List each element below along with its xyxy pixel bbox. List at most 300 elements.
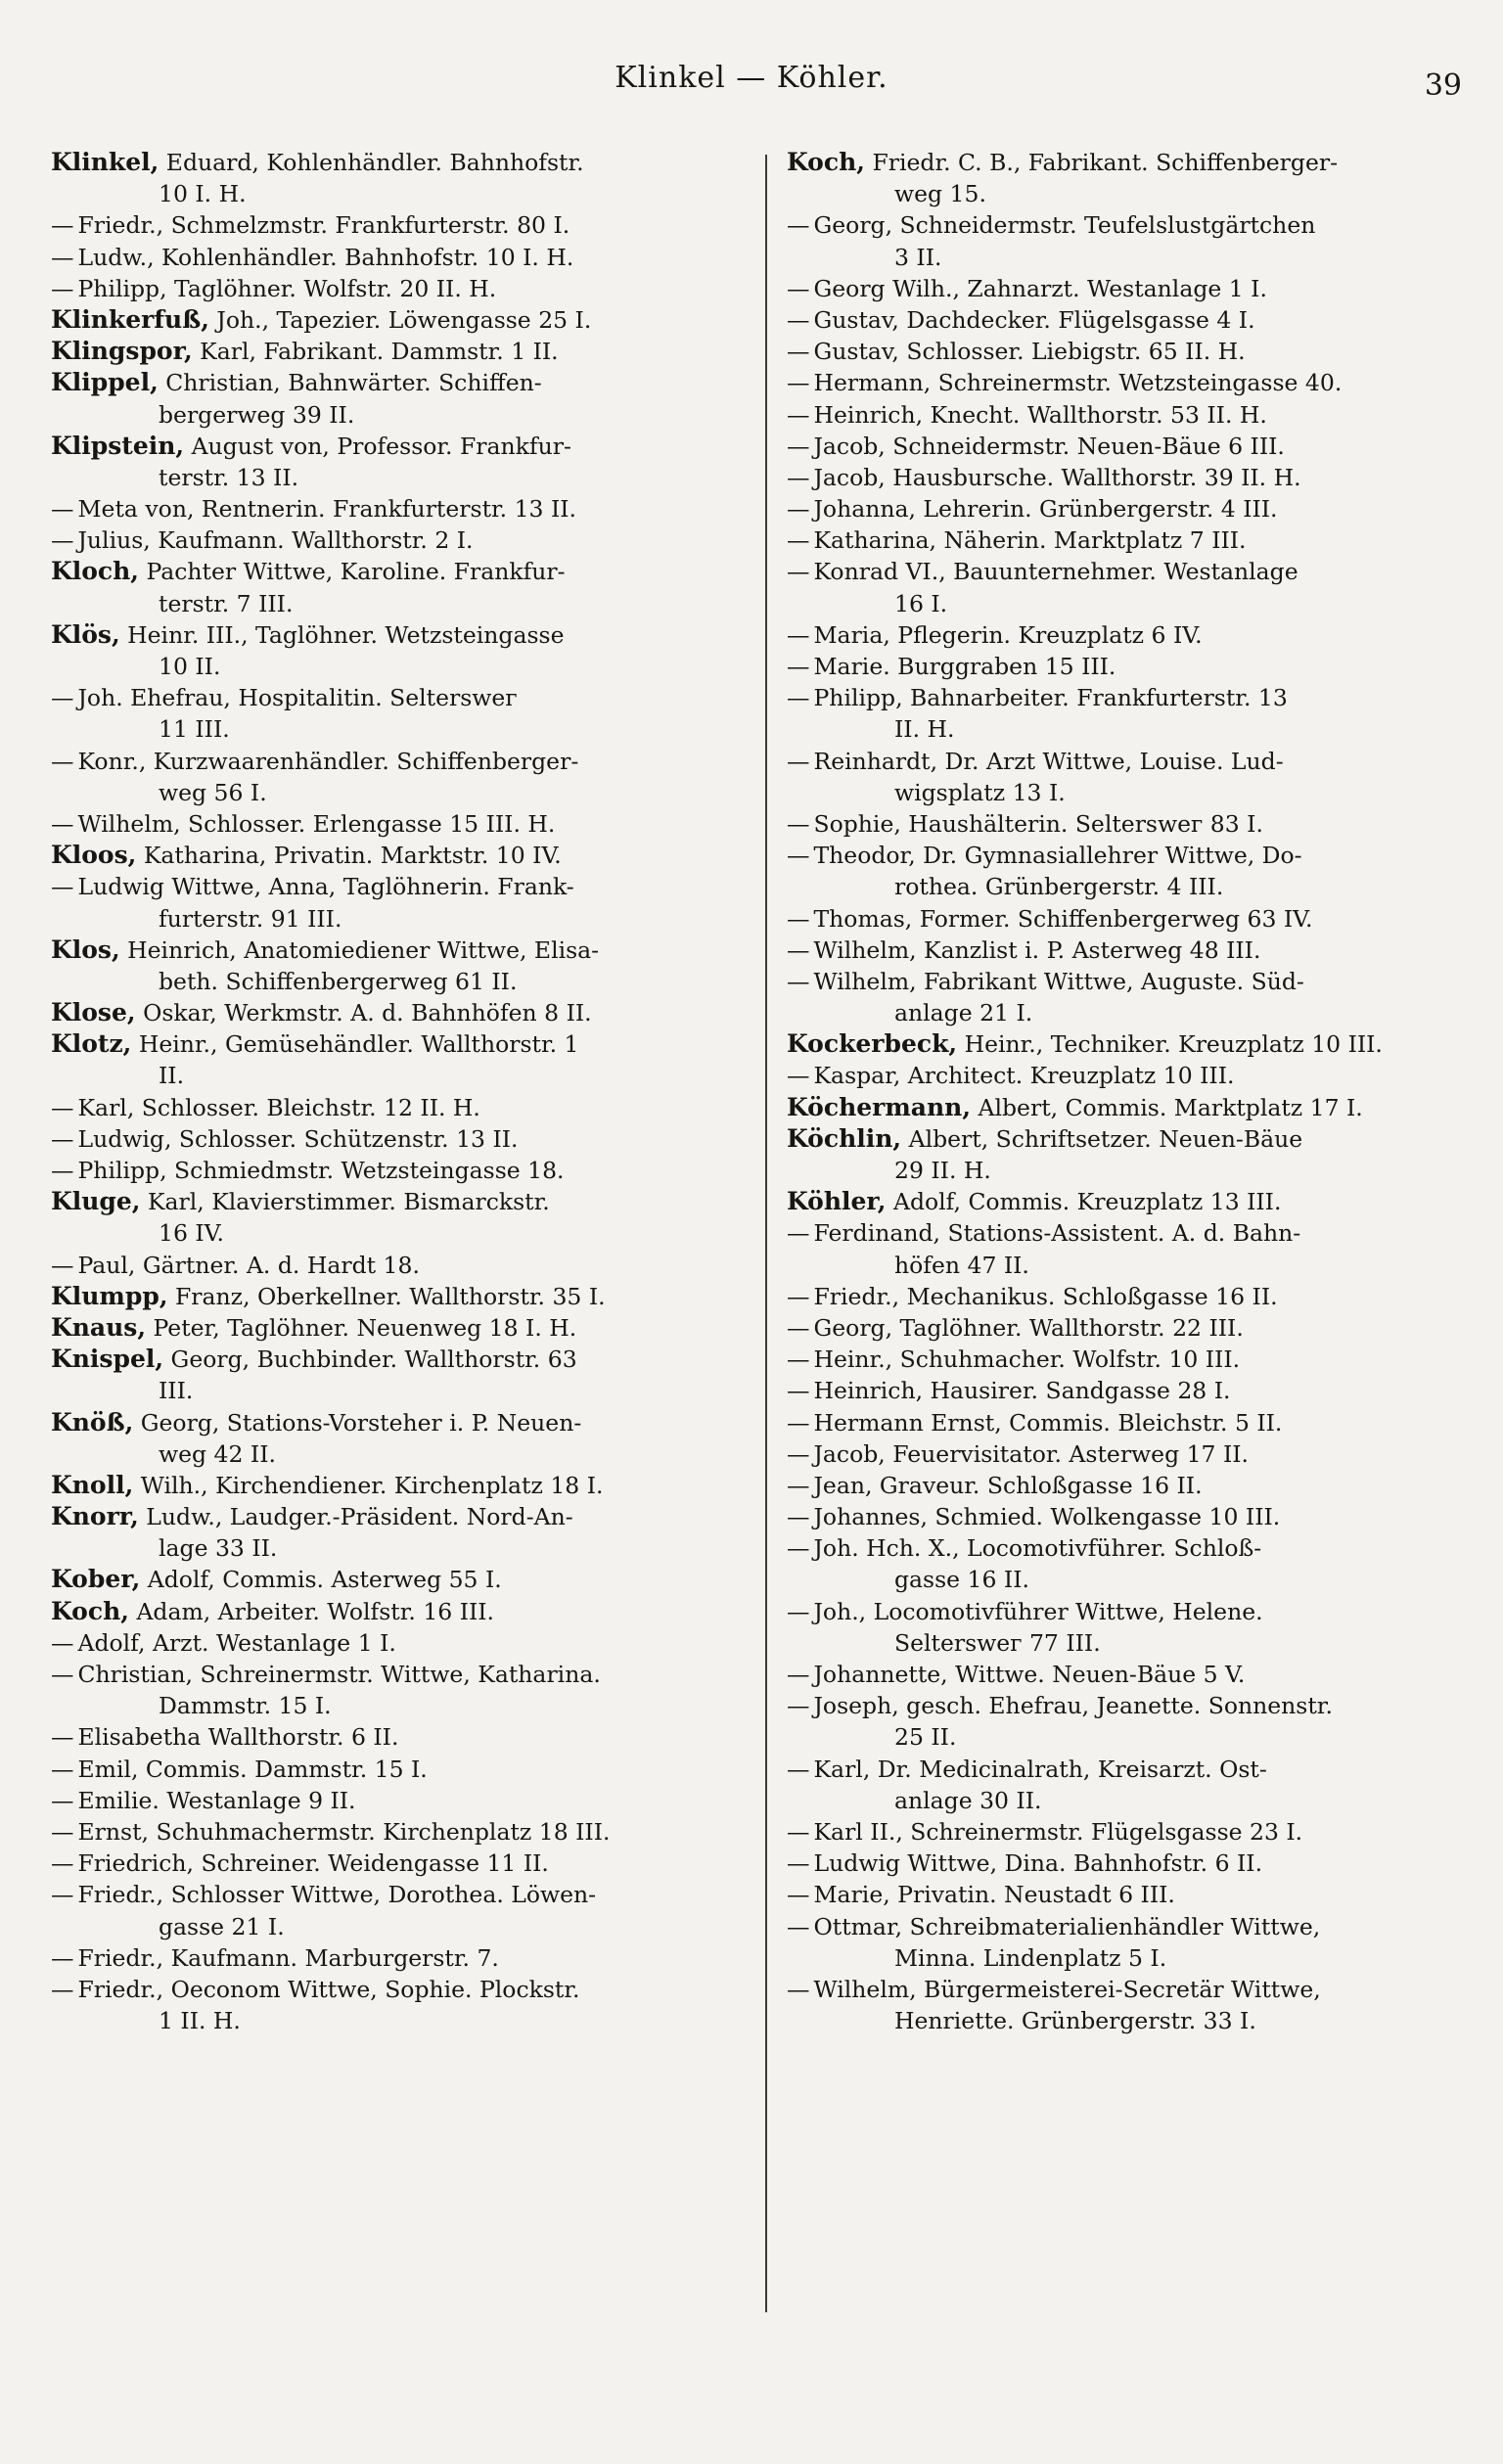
ditto-dash: —	[787, 904, 810, 933]
ditto-dash: —	[787, 432, 810, 460]
entry-text: Franz, Oberkellner. Wallthorstr. 35 I.	[167, 1282, 606, 1310]
entry-line	[787, 1028, 1472, 1060]
entry-text: Karl, Fabrikant. Dammstr. 1 II.	[192, 338, 559, 366]
ditto-dash: —	[787, 211, 810, 240]
ditto-dash: —	[787, 1346, 810, 1374]
entry-text: Georg, Taglöhner. Wallthorstr. 22 III.	[813, 1313, 1244, 1342]
entry-text: Marie. Burggraben 15 III.	[813, 653, 1116, 680]
entry-text: Karl, Dr. Medicinalrath, Kreisarzt. Ost-	[813, 1755, 1267, 1783]
ditto-dash: —	[787, 684, 810, 712]
ditto-dash: —	[51, 1661, 74, 1688]
entry-text: Karl, Schlosser. Bleichstr. 12 II. H.	[77, 1093, 480, 1121]
subentry-line	[51, 682, 751, 713]
subentry-line	[787, 1879, 1472, 1910]
entry-text: Sophie, Haushälterin. Selterswег 83 I.	[813, 809, 1263, 838]
entry-text: lage 33 II.	[159, 1534, 278, 1563]
entry-text: 16 I.	[894, 589, 948, 617]
entry-text: Katharina, Näherin. Marktplatz 7 III.	[813, 526, 1247, 555]
ditto-dash: —	[787, 1471, 810, 1499]
surname: Knöß,	[51, 1407, 134, 1437]
ditto-dash: —	[51, 1251, 74, 1279]
entry-line	[51, 1470, 751, 1501]
entry-text: Georg, Schneidermstr. Teufelslustgärtchen	[813, 211, 1316, 240]
subentry-line	[51, 242, 751, 273]
subentry-line	[787, 619, 1472, 651]
entry-line	[51, 1281, 751, 1312]
entry-text: Jean, Graveur. Schloßgasse 16 II.	[813, 1471, 1203, 1499]
ditto-dash: —	[787, 1377, 810, 1405]
subentry-line	[51, 493, 751, 525]
entry-text: anlage 30 II.	[894, 1786, 1042, 1814]
surname: Knispel,	[51, 1345, 164, 1374]
subentry-line	[51, 1816, 751, 1848]
entry-text: Elisabetha Wallthorstr. 6 II.	[77, 1723, 399, 1752]
subentry-line	[51, 1250, 751, 1281]
ditto-dash: —	[787, 967, 810, 995]
entry-text: Wilhelm, Schlosser. Erlengasse 15 III. H.	[77, 809, 556, 838]
ditto-dash: —	[51, 1628, 74, 1657]
subentry-line	[787, 1438, 1472, 1470]
entry-text: Ernst, Schuhmachermstr. Kirchenplatz 18 III.	[77, 1817, 611, 1846]
entry-text: anlage 21 I.	[894, 999, 1033, 1027]
entry-text: wigsplatz 13 I.	[894, 778, 1066, 806]
entry-text: II. H.	[894, 715, 955, 744]
entry-text: Pachter Wittwe, Karoline. Frankfur-	[139, 558, 566, 586]
subentry-line	[787, 903, 1472, 935]
entry-text: Hermann Ernst, Commis. Bleichstr. 5 II.	[813, 1408, 1283, 1437]
entry-text: Heinrich, Anatomiediener Wittwe, Elisa-	[119, 935, 600, 964]
ditto-dash: —	[51, 211, 74, 240]
entry-line	[51, 304, 751, 336]
ditto-dash: —	[51, 1786, 74, 1814]
entry-text: Hermann, Schreinermstr. Wetzsteingasse 40.	[813, 369, 1343, 397]
entry-line	[787, 1123, 1472, 1155]
entry-text: Ludw., Laudger.-Präsident. Nord-An-	[138, 1503, 573, 1531]
continuation-line	[787, 1942, 1472, 1974]
entry-text: Friedr., Oeconom Wittwe, Sophie. Plockstr.	[77, 1975, 580, 2003]
entry-text: Joh., Tapezier. Löwengasse 25 I.	[208, 305, 592, 334]
continuation-line	[787, 242, 1472, 273]
entry-text: terstr. 7 III.	[159, 589, 294, 617]
ditto-dash: —	[787, 809, 810, 838]
ditto-dash: —	[51, 1093, 74, 1121]
ditto-dash: —	[51, 1157, 74, 1184]
subentry-line	[51, 871, 751, 902]
entry-text: 3 II.	[894, 243, 942, 271]
continuation-line	[787, 588, 1472, 619]
ditto-dash: —	[787, 1755, 810, 1783]
ditto-dash: —	[787, 1062, 810, 1090]
surname: Klös,	[51, 619, 120, 649]
entry-text: Gustav, Dachdecker. Flügelsgasse 4 I.	[813, 305, 1255, 334]
subentry-line	[787, 1596, 1472, 1627]
subentry-line	[51, 1942, 751, 1974]
continuation-line	[51, 1375, 751, 1406]
entry-line	[51, 1564, 751, 1595]
continuation-line	[51, 2005, 751, 2036]
continuation-line	[51, 1060, 751, 1091]
subentry-line	[787, 1217, 1472, 1249]
surname: Klotz,	[51, 1029, 132, 1059]
entry-text: Johanna, Lehrerin. Grünbergerstr. 4 III.	[813, 495, 1278, 524]
subentry-line	[51, 1155, 751, 1186]
surname: Köchlin,	[787, 1123, 902, 1153]
entry-text: Maria, Pflegerin. Kreuzplatz 6 IV.	[813, 620, 1203, 649]
subentry-line	[787, 808, 1472, 840]
ditto-dash: —	[787, 1881, 810, 1909]
ditto-dash: —	[787, 935, 810, 964]
continuation-line	[787, 178, 1472, 209]
subentry-line	[51, 273, 751, 304]
entry-text: 29 II. H.	[894, 1157, 991, 1184]
surname: Klipstein,	[51, 431, 185, 460]
subentry-line	[787, 1659, 1472, 1690]
entry-text: Ludw., Kohlenhändler. Bahnhofstr. 10 I. H.	[77, 243, 574, 271]
entry-text: Julius, Kaufmann. Wallthorstr. 2 I.	[77, 526, 474, 555]
entry-line	[51, 935, 751, 966]
subentry-line	[787, 1754, 1472, 1785]
ditto-dash: —	[787, 1503, 810, 1531]
entry-text: II.	[159, 1062, 185, 1090]
subentry-line	[51, 1785, 751, 1816]
entry-text: Heinr., Gemüsehändler. Wallthorstr. 1	[131, 1030, 579, 1059]
right-column	[787, 147, 1472, 2036]
continuation-line	[787, 777, 1472, 808]
ditto-dash: —	[787, 747, 810, 775]
subentry-line	[51, 1123, 751, 1155]
ditto-dash: —	[51, 684, 74, 712]
entry-text: Peter, Taglöhner. Neuenweg 18 I. H.	[146, 1313, 577, 1342]
ditto-dash: —	[787, 463, 810, 491]
subentry-line	[787, 1344, 1472, 1375]
surname: Kloos,	[51, 841, 137, 870]
ditto-dash: —	[787, 400, 810, 429]
continuation-line	[787, 997, 1472, 1028]
continuation-line	[51, 1690, 751, 1721]
entry-text: III.	[159, 1377, 194, 1405]
entry-text: 10 II.	[159, 653, 221, 680]
entry-text: Philipp, Schmiedmstr. Wetzsteingasse 18.	[77, 1157, 565, 1184]
subentry-line	[787, 935, 1472, 966]
entry-text: Reinhardt, Dr. Arzt Wittwe, Louise. Lud-	[813, 747, 1284, 775]
entry-text: terstr. 13 II.	[159, 463, 299, 491]
ditto-dash: —	[51, 1124, 74, 1153]
entry-line	[51, 1501, 751, 1532]
continuation-line	[787, 713, 1472, 745]
entry-line	[51, 1186, 751, 1217]
entry-text: Gustav, Schlosser. Liebigstr. 65 II. H.	[813, 338, 1246, 366]
entry-line	[787, 147, 1472, 178]
entry-text: Konrad VI., Bauunternehmer. Westanlage	[813, 558, 1298, 586]
entry-line	[787, 1186, 1472, 1217]
subentry-line	[787, 1375, 1472, 1406]
entry-text: Christian, Bahnwärter. Schiffen-	[158, 369, 542, 397]
running-header: Klinkel — Köhler.	[615, 61, 888, 95]
surname: Klos,	[51, 935, 120, 964]
ditto-dash: —	[51, 873, 74, 901]
entry-text: 16 IV.	[159, 1219, 224, 1248]
entry-text: Emilie. Westanlage 9 II.	[77, 1786, 356, 1814]
entry-text: Joh. Hch. X., Locomotivführer. Schloß-	[813, 1534, 1262, 1563]
continuation-line	[787, 1627, 1472, 1659]
surname: Kloch,	[51, 557, 140, 586]
entry-text: Dammstr. 15 I.	[159, 1692, 332, 1720]
entry-text: Friedrich, Schreiner. Weidengasse 11 II.	[77, 1849, 549, 1878]
entry-text: Adam, Arbeiter. Wolfstr. 16 III.	[128, 1597, 495, 1625]
subentry-line	[51, 525, 751, 556]
entry-text: Jacob, Hausbursche. Wallthorstr. 39 II. H.	[813, 463, 1301, 491]
continuation-line	[51, 1217, 751, 1249]
subentry-line	[787, 304, 1472, 336]
entry-text: Wilh., Kirchendiener. Kirchenplatz 18 I.	[133, 1471, 604, 1499]
entry-line	[787, 1092, 1472, 1123]
entry-text: Heinr., Techniker. Kreuzplatz 10 III.	[957, 1030, 1383, 1059]
ditto-dash: —	[51, 1849, 74, 1878]
continuation-line	[51, 1532, 751, 1564]
subentry-line	[787, 1816, 1472, 1848]
entry-text: furterstr. 91 III.	[159, 904, 342, 933]
surname: Köchermann,	[787, 1092, 972, 1121]
subentry-line	[51, 1848, 751, 1879]
entry-text: Minna. Lindenplatz 5 I.	[894, 1943, 1167, 1972]
entry-line	[51, 367, 751, 398]
ditto-dash: —	[787, 495, 810, 524]
ditto-dash: —	[787, 1313, 810, 1342]
subentry-line	[787, 1532, 1472, 1564]
column-divider	[765, 155, 767, 2312]
subentry-line	[51, 1879, 751, 1910]
subentry-line	[787, 1501, 1472, 1532]
continuation-line	[787, 1155, 1472, 1186]
entry-text: Joh., Locomotivführer Wittwe, Helene.	[813, 1597, 1263, 1625]
entry-text: Heinr., Schuhmacher. Wolfstr. 10 III.	[813, 1346, 1241, 1374]
ditto-dash: —	[787, 1408, 810, 1437]
ditto-dash: —	[787, 274, 810, 302]
entry-text: Karl, Klavierstimmer. Bismarckstr.	[140, 1188, 550, 1216]
ditto-dash: —	[787, 1439, 810, 1468]
continuation-line	[51, 399, 751, 431]
entry-text: Meta von, Rentnerin. Frankfurterstr. 13 II.	[77, 495, 577, 524]
surname: Klingspor,	[51, 337, 193, 366]
entry-text: Friedr. C. B., Fabrikant. Schiffenberger-	[864, 149, 1339, 176]
entry-text: Albert, Schriftsetzer. Neuen-Bäue	[901, 1124, 1303, 1153]
entry-text: Marie, Privatin. Neustadt 6 III.	[813, 1881, 1175, 1909]
ditto-dash: —	[51, 243, 74, 271]
continuation-line	[51, 777, 751, 808]
entry-line	[51, 1344, 751, 1375]
subentry-line	[787, 462, 1472, 493]
entry-text: Ferdinand, Stations-Assistent. A. d. Bahn-	[813, 1219, 1301, 1248]
entry-text: rothea. Grünbergerstr. 4 III.	[894, 873, 1224, 901]
subentry-line	[787, 209, 1472, 241]
entry-line	[51, 1028, 751, 1060]
entry-text: Ludwig Wittwe, Anna, Taglöhnerin. Frank-	[77, 873, 574, 901]
ditto-dash: —	[51, 809, 74, 838]
surname: Klose,	[51, 998, 136, 1027]
ditto-dash: —	[787, 1219, 810, 1248]
surname: Koch,	[51, 1596, 129, 1625]
entry-text: Joseph, gesch. Ehefrau, Jeanette. Sonnenstr.	[813, 1692, 1333, 1720]
ditto-dash: —	[787, 369, 810, 397]
subentry-line	[787, 273, 1472, 304]
ditto-dash: —	[51, 274, 74, 302]
continuation-line	[51, 651, 751, 682]
entry-text: Katharina, Privatin. Marktstr. 10 IV.	[136, 842, 562, 870]
ditto-dash: —	[787, 1692, 810, 1720]
entry-text: Henriette. Grünbergerstr. 33 I.	[894, 2007, 1256, 2035]
subentry-line	[787, 525, 1472, 556]
entry-text: 10 I. H.	[159, 180, 247, 208]
surname: Koch,	[787, 148, 865, 176]
entry-text: Georg, Buchbinder. Wallthorstr. 63	[163, 1346, 577, 1374]
subentry-line	[51, 1092, 751, 1123]
subentry-line	[787, 367, 1472, 398]
entry-text: Jacob, Feuervisitator. Asterweg 17 II.	[813, 1439, 1249, 1468]
entry-text: gasse 16 II.	[894, 1566, 1029, 1594]
subentry-line	[787, 336, 1472, 367]
entry-text: Ludwig, Schlosser. Schützenstr. 13 II.	[77, 1124, 519, 1153]
subentry-line	[787, 840, 1472, 871]
entry-text: Selterswег 77 III.	[894, 1628, 1101, 1657]
entry-text: Friedr., Mechanikus. Schloßgasse 16 II.	[813, 1282, 1278, 1310]
entry-text: Konr., Kurzwaarenhändler. Schiffenberger-	[77, 747, 579, 775]
entry-text: Thomas, Former. Schiffenbergerweg 63 IV.	[813, 904, 1313, 933]
entry-text: Wilhelm, Fabrikant Wittwe, Auguste. Süd-	[813, 967, 1304, 995]
entry-line	[51, 556, 751, 587]
surname: Klippel,	[51, 368, 159, 397]
ditto-dash: —	[787, 842, 810, 870]
entry-text: 1 II. H.	[159, 2007, 241, 2035]
entry-text: Friedr., Schlosser Wittwe, Dorothea. Löwen-	[77, 1881, 597, 1909]
continuation-line	[787, 871, 1472, 902]
entry-text: Heinr. III., Taglöhner. Wetzsteingasse	[119, 620, 565, 649]
entry-line	[51, 840, 751, 871]
continuation-line	[787, 1785, 1472, 1816]
ditto-dash: —	[51, 1943, 74, 1972]
surname: Klinkerfuß,	[51, 304, 209, 334]
subentry-line	[787, 1848, 1472, 1879]
ditto-dash: —	[787, 1912, 810, 1940]
surname: Knoll,	[51, 1470, 134, 1499]
entry-text: 25 II.	[894, 1723, 957, 1752]
continuation-line	[787, 2005, 1472, 2036]
entry-text: gasse 21 I.	[159, 1912, 285, 1940]
entry-text: Adolf, Commis. Kreuzplatz 13 III.	[886, 1188, 1282, 1216]
entry-text: Heinrich, Hausirer. Sandgasse 28 I.	[813, 1377, 1231, 1405]
subentry-line	[787, 1690, 1472, 1721]
subentry-line	[787, 556, 1472, 587]
entry-text: Jacob, Schneidermstr. Neuen-Bäue 6 III.	[813, 432, 1285, 460]
continuation-line	[51, 1438, 751, 1470]
entry-text: August von, Professor. Frankfur-	[184, 432, 571, 460]
continuation-line	[51, 462, 751, 493]
ditto-dash: —	[51, 1881, 74, 1909]
entry-line	[51, 147, 751, 178]
entry-line	[51, 1596, 751, 1627]
entry-text: weg 15.	[894, 180, 986, 208]
entry-text: Christian, Schreinermstr. Wittwe, Katharina.	[77, 1661, 601, 1688]
entry-text: Philipp, Bahnarbeiter. Frankfurterstr. 13	[813, 684, 1288, 712]
entry-text: Wilhelm, Kanzlist i. P. Asterweg 48 III.	[813, 935, 1261, 964]
subentry-line	[787, 1312, 1472, 1344]
ditto-dash: —	[51, 1723, 74, 1752]
entry-text: Ottmar, Schreibmaterialienhändler Wittwe,	[813, 1912, 1321, 1940]
entry-text: weg 56 I.	[159, 778, 267, 806]
entry-text: beth. Schiffenbergerweg 61 II.	[159, 967, 518, 995]
ditto-dash: —	[787, 1849, 810, 1878]
page-number: 39	[1424, 68, 1462, 103]
surname: Klumpp,	[51, 1281, 168, 1310]
ditto-dash: —	[787, 1282, 810, 1310]
subentry-line	[787, 746, 1472, 777]
ditto-dash: —	[51, 1817, 74, 1846]
entry-text: Friedr., Schmelzmstr. Frankfurterstr. 80 I.	[77, 211, 570, 240]
entry-text: Wilhelm, Bürgermeisterei-Secretär Wittwe,	[813, 1975, 1321, 2003]
entry-text: Theodor, Dr. Gymnasiallehrer Wittwe, Do-	[813, 842, 1302, 870]
subentry-line	[787, 1470, 1472, 1501]
entry-text: bergerweg 39 II.	[159, 400, 355, 429]
continuation-line	[787, 1564, 1472, 1595]
ditto-dash: —	[787, 338, 810, 366]
entry-line	[51, 336, 751, 367]
ditto-dash: —	[51, 747, 74, 775]
entry-text: Albert, Commis. Marktplatz 17 I.	[971, 1093, 1363, 1121]
entry-line	[51, 1407, 751, 1438]
continuation-line	[51, 588, 751, 619]
subentry-line	[787, 682, 1472, 713]
ditto-dash: —	[787, 1817, 810, 1846]
entry-text: Oskar, Werkmstr. A. d. Bahnhöfen 8 II.	[135, 999, 592, 1027]
subentry-line	[51, 1659, 751, 1690]
surname: Knorr,	[51, 1502, 139, 1531]
subentry-line	[787, 1407, 1472, 1438]
subentry-line	[51, 1974, 751, 2005]
ditto-dash: —	[787, 1661, 810, 1688]
ditto-dash: —	[51, 1755, 74, 1783]
entry-text: Friedr., Kaufmann. Marburgerstr. 7.	[77, 1943, 499, 1972]
entry-text: Georg, Stations-Vorsteher i. P. Neuen-	[133, 1408, 582, 1437]
subentry-line	[51, 1627, 751, 1659]
entry-line	[51, 997, 751, 1028]
ditto-dash: —	[787, 653, 810, 680]
ditto-dash: —	[51, 1975, 74, 2003]
continuation-line	[787, 1250, 1472, 1281]
entry-line	[51, 1312, 751, 1344]
surname: Kluge,	[51, 1187, 141, 1216]
continuation-line	[51, 713, 751, 745]
entry-text: Paul, Gärtner. A. d. Hardt 18.	[77, 1251, 420, 1279]
ditto-dash: —	[51, 495, 74, 524]
continuation-line	[51, 903, 751, 935]
subentry-line	[51, 1754, 751, 1785]
entry-text: Ludwig Wittwe, Dina. Bahnhofstr. 6 II.	[813, 1849, 1263, 1878]
subentry-line	[787, 1974, 1472, 2005]
left-column	[51, 147, 751, 2036]
ditto-dash: —	[787, 1597, 810, 1625]
subentry-line	[787, 399, 1472, 431]
subentry-line	[787, 1060, 1472, 1091]
entry-text: Karl II., Schreinermstr. Flügelsgasse 23 I.	[813, 1817, 1303, 1846]
ditto-dash: —	[51, 526, 74, 555]
subentry-line	[51, 209, 751, 241]
entry-text: Emil, Commis. Dammstr. 15 I.	[77, 1755, 428, 1783]
entry-text: Joh. Ehefrau, Hospitalitin. Selterswег	[77, 684, 518, 712]
subentry-line	[787, 966, 1472, 997]
surname: Klinkel,	[51, 148, 159, 176]
continuation-line	[787, 1721, 1472, 1753]
entry-text: Johannes, Schmied. Wolkengasse 10 III.	[813, 1503, 1281, 1531]
subentry-line	[787, 1281, 1472, 1312]
